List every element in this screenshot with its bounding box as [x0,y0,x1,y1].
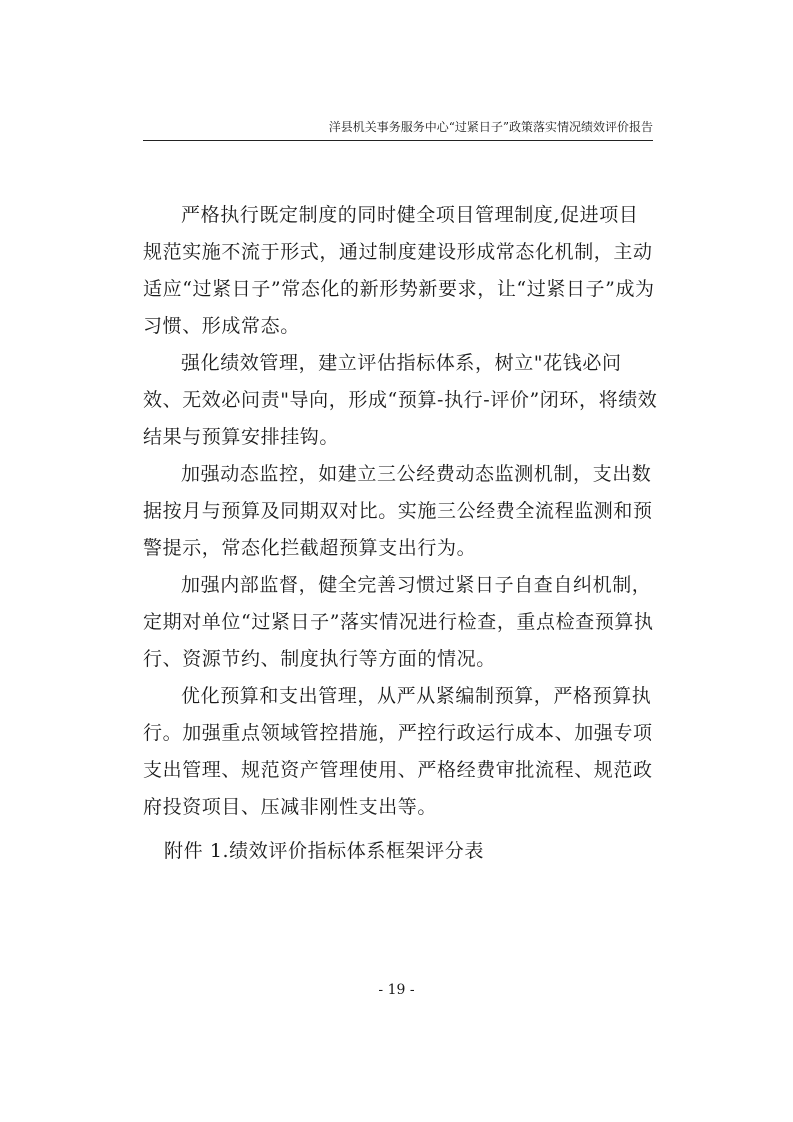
paragraph: 严格执行既定制度的同时健全项目管理制度,促进项目规范实施不流于形式，通过制度建设形成常态化机制，主动适应“过紧日子”常态化的新形势新要求，让“过紧日子”成为习惯、形成常态。 [143,204,655,337]
header-title: 洋县机关事务服务中心“过紧日子”政策落实情况绩效评价报告 [328,120,653,134]
body-text [143,197,658,826]
paragraph: 优化预算和支出管理，从严从紧编制预算，严格预算执行。加强重点领域管控措施，严控行政运行成本、加强专项支出管理、规范资产管理使用、严格经费审批流程、规范政府投资项目、压减非刚性支出等。 [143,685,653,818]
page-number: - 19 - [378,982,415,998]
paragraph: 加强动态监控，如建立三公经费动态监测机制，支出数据按月与预算及同期双对比。实施三公经费全流程监测和预警提示，常态化拦截超预算支出行为。 [143,463,653,559]
paragraph: 加强内部监督，健全完善习惯过紧日子自查自纠机制，定期对单位“过紧日子”落实情况进行检查，重点检查预算执行、资源节约、制度执行等方面的情况。 [143,574,654,670]
attachment-note: 附件 1.绩效评价指标体系框架评分表 [164,840,484,862]
paragraph: 强化绩效管理，建立评估指标体系，树立"花钱必问效、无效必问责"导向，形成“预算-执行-评价”闭环，将绩效结果与预算安排挂钩。 [143,352,658,448]
page-header [143,118,653,141]
